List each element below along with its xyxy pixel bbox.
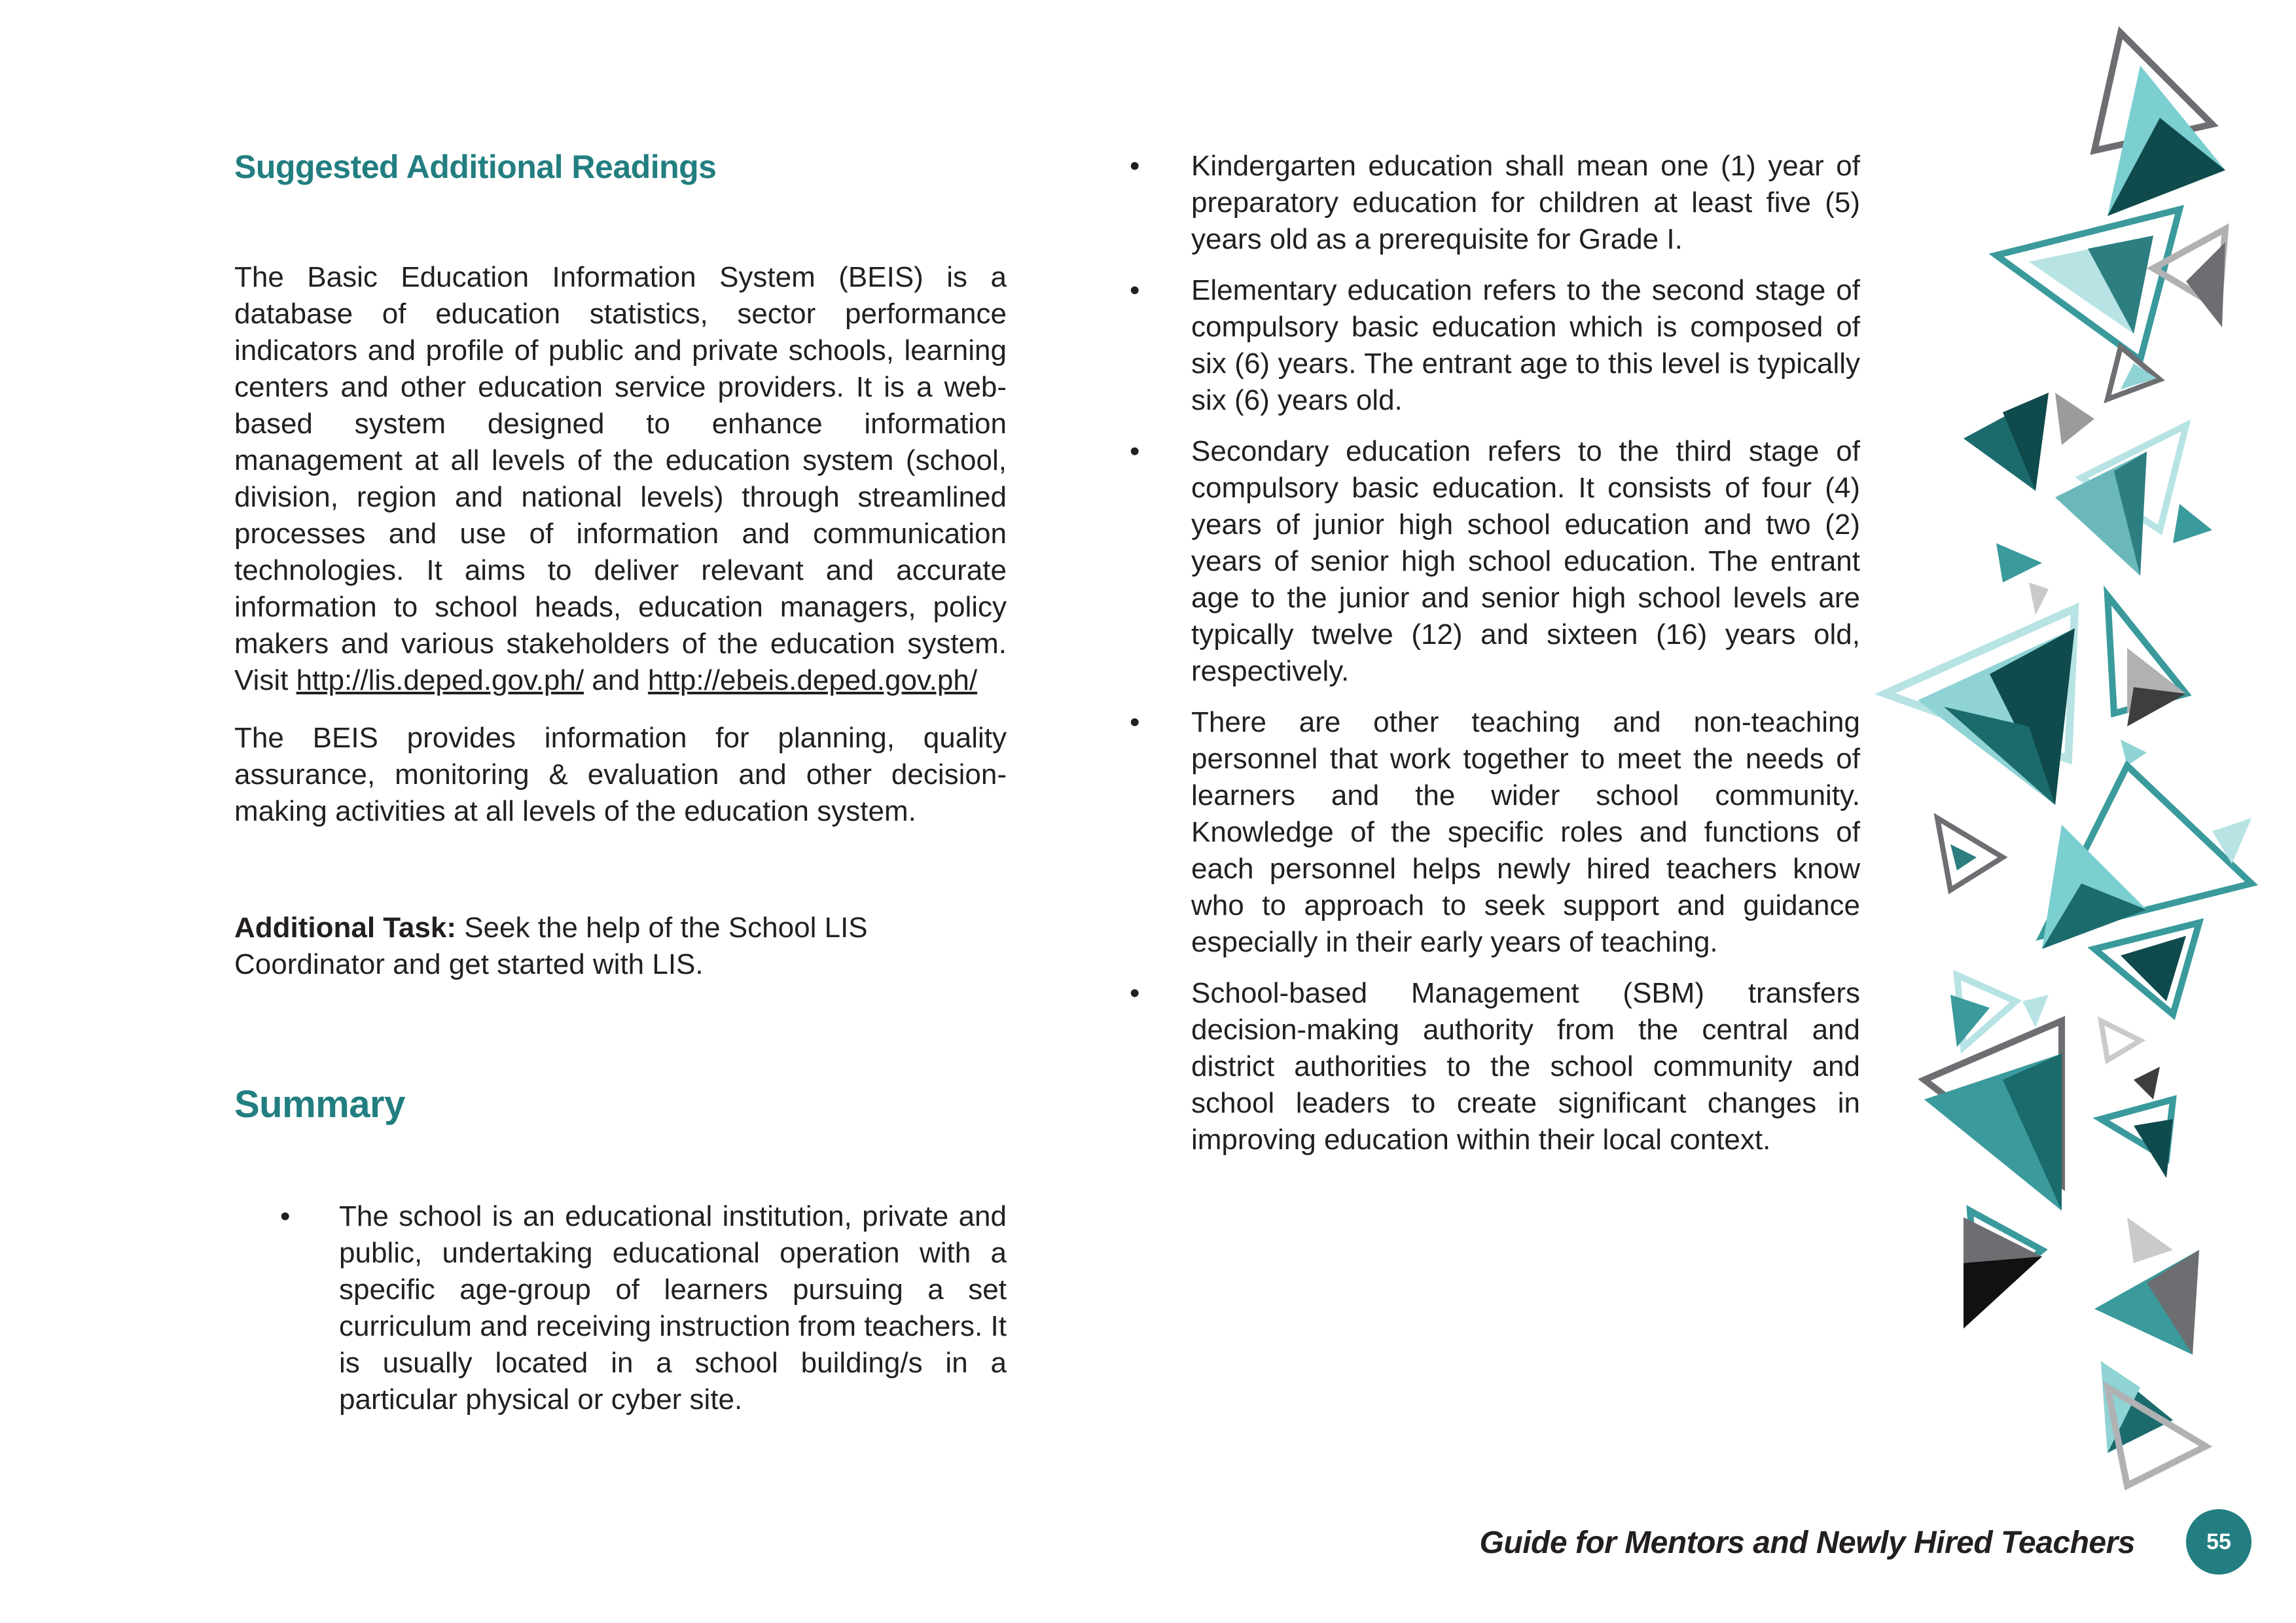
lis-link[interactable]: http://lis.deped.gov.ph/	[296, 664, 584, 696]
ebeis-link[interactable]: http://ebeis.deped.gov.ph/	[647, 664, 978, 696]
decorative-triangles-graphic	[1859, 20, 2296, 1518]
readings-heading: Suggested Additional Readings	[234, 149, 717, 185]
bullet-icon: •	[1130, 977, 1140, 1009]
beis-paragraph	[234, 259, 1007, 699]
left-column	[234, 148, 1007, 1433]
bullet-personnel	[1123, 704, 1860, 961]
bullet-icon: •	[280, 1200, 291, 1232]
bullet-icon: •	[1130, 706, 1140, 738]
beis-text: The Basic Education Information System (BEIS) is a database of education statistics, sector performance indicators and profile of public and private schools, learning centers and other education service providers. It is a web-based system designed to enhance information management at all levels of the education system (school, division, region and national levels) through streamlined processes and use of information and communication technologies. It aims to deliver relevant and accurate information to school heads, education managers, policy makers and various stakeholders of the education system. Visit	[234, 261, 1007, 696]
bullet-text: Kindergarten education shall mean one (1) year of preparatory education for children at least five (5) years old as a prerequisite for Grade I.	[1191, 150, 1860, 255]
additional-task	[234, 910, 1007, 983]
task-label: Additional Task:	[234, 912, 456, 944]
triangle-cluster	[1885, 33, 2251, 1486]
task-text: Seek the help of the School LIS Coordinator and get started with LIS.	[234, 912, 868, 980]
summary-bullet-list	[280, 1198, 1007, 1418]
summary-bullet-text: The school is an educational institution, private and public, undertaking educational operation with a specific age-group of learners pursuing a set curriculum and receiving instruction from teachers. It is usually located in a school building/s in a particular physical or cyber site.	[339, 1200, 1007, 1416]
bullet-kindergarten	[1123, 148, 1860, 258]
bullet-icon: •	[1130, 435, 1140, 467]
right-column	[1123, 148, 1860, 1173]
bullet-secondary	[1123, 433, 1860, 690]
summary-heading: Summary	[234, 1083, 405, 1126]
beis-provides-paragraph: The BEIS provides information for planning, quality assurance, monitoring & evaluation and other decision-making activities at all levels of the education system.	[234, 722, 1007, 827]
bullet-text: School-based Management (SBM) transfers decision-making authority from the central and district authorities to the school community and school leaders to create significant changes in improving education within their local context.	[1191, 977, 1860, 1156]
bullet-text: Elementary education refers to the second stage of compulsory basic education which is composed of six (6) years. The entrant age to this level is typically six (6) years old.	[1191, 274, 1860, 416]
bullet-icon: •	[1130, 274, 1140, 306]
bullet-text: There are other teaching and non-teaching personnel that work together to meet the needs of learners and the wider school community. Knowledge of the specific roles and functions of each personnel helps newly hired teachers know who to approach to seek support and guidance especially in their early years of teaching.	[1191, 706, 1860, 958]
bullet-elementary	[1123, 272, 1860, 419]
bullet-icon: •	[1130, 150, 1140, 182]
summary-bullet	[280, 1198, 1007, 1418]
education-bullet-list	[1123, 148, 1860, 1158]
bullet-sbm	[1123, 975, 1860, 1158]
and-text: and	[584, 664, 648, 696]
footer-title: Guide for Mentors and Newly Hired Teachers	[1479, 1525, 2135, 1560]
bullet-text: Secondary education refers to the third stage of compulsory basic education. It consists of four (4) years of junior high school education and two (2) years of senior high school education. The entrant age to the junior and senior high school levels are typically twelve (12) and sixteen (16) years old, respectively.	[1191, 435, 1860, 687]
page-number-badge: 55	[2186, 1509, 2251, 1575]
